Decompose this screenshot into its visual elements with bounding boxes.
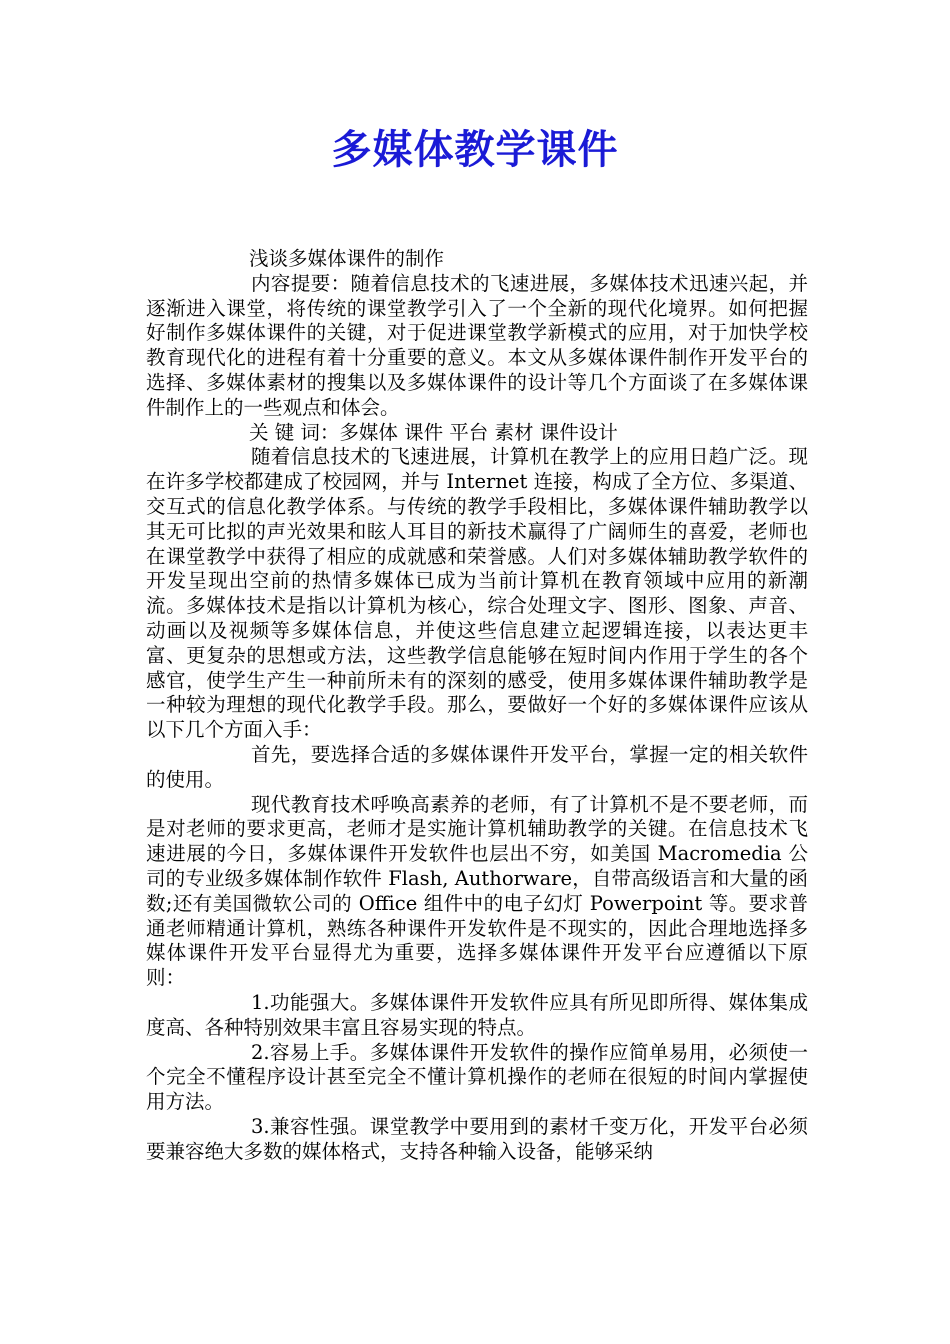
principle-item: 1.功能强大。多媒体课件开发软件应具有所见即所得、媒体集成度高、各种特别效果丰富且容易实现的特点。: [146, 990, 808, 1039]
document-subtitle: 浅谈多媒体课件的制作: [249, 247, 445, 270]
document-body: [146, 247, 808, 1164]
body-paragraph: 随着信息技术的飞速进展，计算机在教学上的应用日趋广泛。现在许多学校都建成了校园网，并与 Internet 连接，构成了全方位、多渠道、交互式的信息化教学体系。与传统的教学手段相比，多媒体课件辅助教学以其无可比拟的声光效果和眩人耳目的新技术赢得了广阔师生的喜爱，老师也在课堂教学中获得了相应的成就感和荣誉感。人们对多媒体辅助教学软件的开发呈现出空前的热情多媒体已成为当前计算机在教育领域中应用的新潮流。多媒体技术是指以计算机为核心，综合处理文字、图形、图象、声音、动画以及视频等多媒体信息，并使这些信息建立起逻辑连接，以表达更丰富、更复杂的思想或方法，这些教学信息能够在短时间内作用于学生的各个感官，使学生产生一种前所未有的深刻的感受，使用多媒体课件辅助教学是一种较为理想的现代化教学手段。那么，要做好一个好的多媒体课件应该从以下几个方面入手：: [146, 445, 808, 742]
keywords-line: 关 键 词：多媒体 课件 平台 素材 课件设计: [249, 420, 618, 444]
abstract-paragraph: 内容提要：随着信息技术的飞速进展，多媒体技术迅速兴起，并逐渐进入课堂，将传统的课堂教学引入了一个全新的现代化境界。如何把握好制作多媒体课件的关键，对于促进课堂教学新模式的应用，对于加快学校教育现代化的进程有着十分重要的意义。本文从多媒体课件制作开发平台的选择、多媒体素材的搜集以及多媒体课件的设计等几个方面谈了在多媒体课件制作上的一些观点和体会。: [146, 271, 808, 419]
document-title: 多媒体教学课件: [331, 127, 619, 173]
principle-item: 2.容易上手。多媒体课件开发软件的操作应简单易用，必须使一个完全不懂程序设计甚至完全不懂计算机操作的老师在很短的时间内掌握使用方法。: [146, 1040, 808, 1114]
body-paragraph: 现代教育技术呼唤高素养的老师，有了计算机不是不要老师，而是对老师的要求更高，老师才是实施计算机辅助教学的关键。在信息技术飞速进展的今日，多媒体课件开发软件也层出不穷，如美国 Macromedia 公司的专业级多媒体制作软件 Flash, Authorware，自带高级语言和大量的函数;还有美国微软公司的 Office 组件中的电子幻灯 Powerpoint 等。要求普通老师精通计算机，熟练各种课件开发软件是不现实的，因此合理地选择多媒体课件开发平台显得尤为重要，选择多媒体课件开发平台应遵循以下原则：: [146, 792, 808, 990]
principle-item: 3.兼容性强。课堂教学中要用到的素材千变万化，开发平台必须要兼容绝大多数的媒体格式，支持各种输入设备，能够采纳: [146, 1114, 808, 1163]
body-paragraph: 首先，要选择合适的多媒体课件开发平台，掌握一定的相关软件的使用。: [146, 742, 808, 791]
